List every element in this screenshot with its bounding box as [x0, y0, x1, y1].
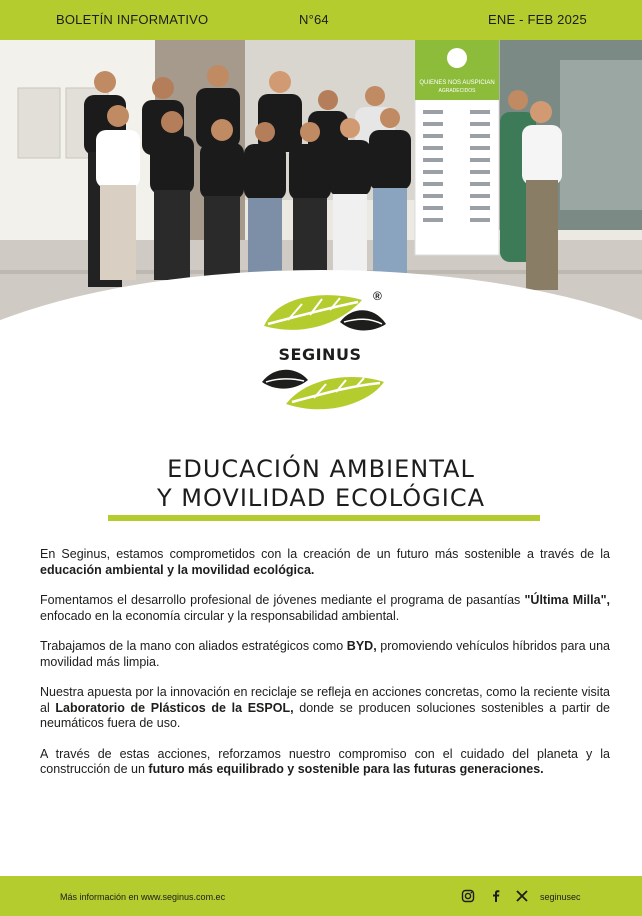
article-body [40, 547, 610, 793]
banner-subtext: AGRADECIDOS [438, 88, 476, 94]
title-line-1: EDUCACIÓN AMBIENTAL [167, 455, 475, 483]
paragraph-4: Nuestra apuesta por la innovación en reciclaje se refleja en acciones concretas, como la reciente visita al Laboratorio de Plásticos de la ESPOL, donde se producen soluciones sostenibles a partir de neumáticos fuera de uso. [40, 685, 610, 730]
x-icon[interactable] [515, 889, 529, 903]
bulletin-label: BOLETÍN INFORMATIVO [56, 12, 209, 27]
paragraph-5: A través de estas acciones, reforzamos nuestro compromiso con el cuidado del planeta y la construcción de un futuro más equilibrado y sostenible para las futuras generaciones. [40, 746, 610, 776]
footer-bar [0, 876, 642, 916]
issue-number: N°64 [299, 12, 329, 27]
social-handle[interactable]: seginusec [540, 892, 581, 902]
title-line-2: Y MOVILIDAD ECOLÓGICA [156, 484, 486, 512]
facebook-icon[interactable] [489, 889, 503, 903]
paragraph-3: Trabajamos de la mano con aliados estratégicos como BYD, promoviendo vehículos híbridos para una movilidad más limpia. [40, 639, 610, 669]
paragraph-1: En Seginus, estamos comprometidos con la creación de un futuro más sostenible a través de la educación ambiental y la movilidad ecológica. [40, 547, 610, 577]
banner-main-text: QUIENES NOS AUSPICIAN [419, 80, 495, 86]
more-info-link[interactable]: Más información en www.seginus.com.ec [60, 892, 226, 902]
date-range: ENE - FEB 2025 [488, 12, 587, 27]
instagram-icon[interactable] [461, 889, 475, 903]
article-title [60, 455, 582, 513]
brand-name: SEGINUS [278, 345, 362, 364]
registered-mark: ® [373, 289, 382, 303]
top-bar [0, 0, 642, 40]
title-underline [108, 515, 540, 521]
paragraph-2: Fomentamos el desarrollo profesional de jóvenes mediante el programa de pasantías "Última Milla", enfocado en la economía circular y la responsabilidad ambiental. [40, 593, 610, 623]
